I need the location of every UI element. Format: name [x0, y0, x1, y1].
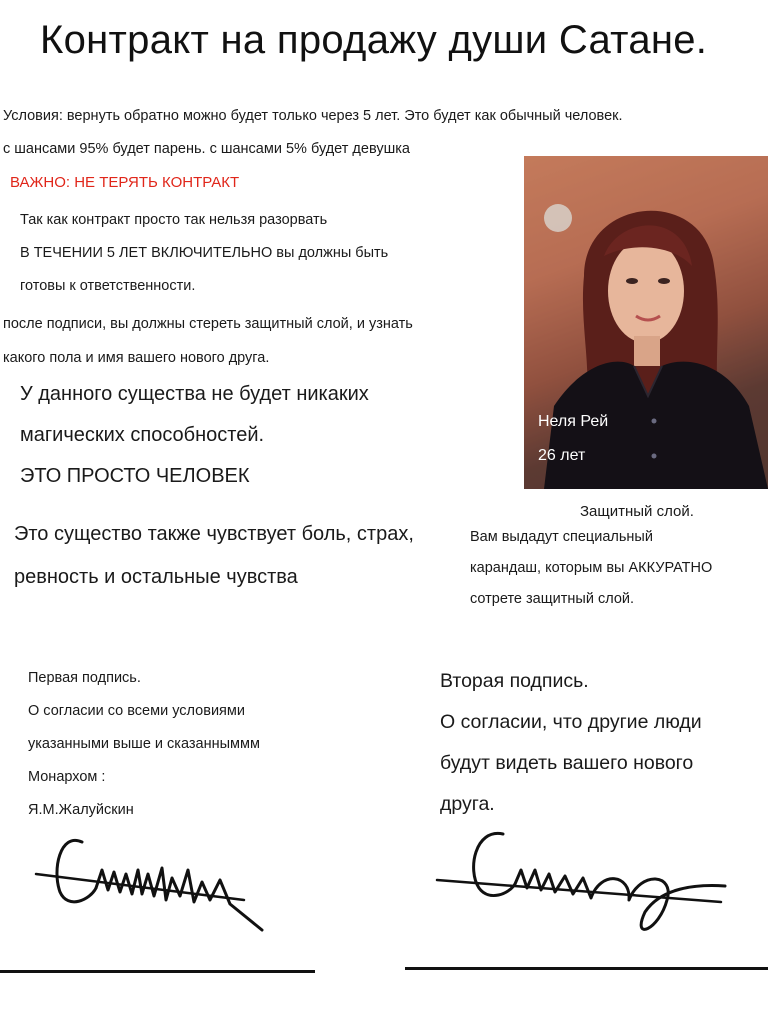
second-signature-underline: [405, 967, 768, 970]
contract-title: Контракт на продажу души Сатане.: [40, 18, 708, 62]
no-magic-line: ЭТО ПРОСТО ЧЕЛОВЕК: [20, 465, 250, 487]
portrait-illustration: [524, 156, 768, 489]
responsibility-block: [20, 204, 388, 303]
warning-text: ВАЖНО: НЕ ТЕРЯТЬ КОНТРАКТ: [10, 174, 240, 191]
second-signature-block: [440, 661, 702, 825]
second-signature-line: будут видеть вашего нового: [440, 752, 694, 774]
feelings-line: Это существо также чувствует боль, страх,: [14, 523, 414, 545]
second-signature-line: О согласии, что другие люди: [440, 711, 702, 733]
first-signature-line: О согласии со всеми условиями: [28, 703, 245, 719]
conditions-line-2: с шансами 95% будет парень. с шансами 5% будет девушка: [3, 141, 410, 157]
feelings-line: ревность и остальные чувства: [14, 566, 298, 588]
protective-layer-block: [470, 522, 712, 615]
protective-layer-line: карандаш, которым вы АККУРАТНО: [470, 560, 713, 576]
first-handwritten-signature: [30, 830, 280, 950]
feelings-block: [14, 513, 414, 599]
second-signature-line: Вторая подпись.: [440, 670, 589, 692]
protective-layer-heading: Защитный слой.: [580, 503, 694, 520]
second-handwritten-signature: [435, 830, 735, 945]
responsibility-line: Так как контракт просто так нельзя разорвать: [20, 212, 328, 228]
first-signature-line: Первая подпись.: [28, 670, 141, 686]
after-signing-line: какого пола и имя вашего нового друга.: [3, 350, 270, 366]
responsibility-line: готовы к ответственности.: [20, 278, 196, 294]
first-signature-block: [28, 662, 260, 827]
after-signing-block: [3, 307, 413, 375]
protective-layer-line: Вам выдадут специальный: [470, 529, 653, 545]
first-signature-line: указанными выше и сказанныммм: [28, 736, 260, 752]
photo-age: 26 лет: [538, 447, 586, 464]
first-signature-line: Монархом :: [28, 769, 106, 785]
no-magic-line: У данного существа не будет никаких: [20, 383, 369, 405]
no-magic-line: магических способностей.: [20, 424, 265, 446]
first-signature-line: Я.М.Жалуйскин: [28, 802, 134, 818]
second-signature-line: друга.: [440, 793, 495, 815]
responsibility-line: В ТЕЧЕНИИ 5 ЛЕТ ВКЛЮЧИТЕЛЬНО вы должны быть: [20, 245, 389, 261]
photo-name: Неля Рей: [538, 413, 609, 430]
conditions-line-1: Условия: вернуть обратно можно будет только через 5 лет. Это будет как обычный человек.: [3, 108, 623, 124]
first-signature-underline: [0, 970, 315, 973]
no-magic-block: [20, 374, 369, 497]
after-signing-line: после подписи, вы должны стереть защитный слой, и узнать: [3, 316, 413, 332]
protective-layer-line: сотрете защитный слой.: [470, 591, 635, 607]
portrait-photo: [524, 156, 768, 489]
